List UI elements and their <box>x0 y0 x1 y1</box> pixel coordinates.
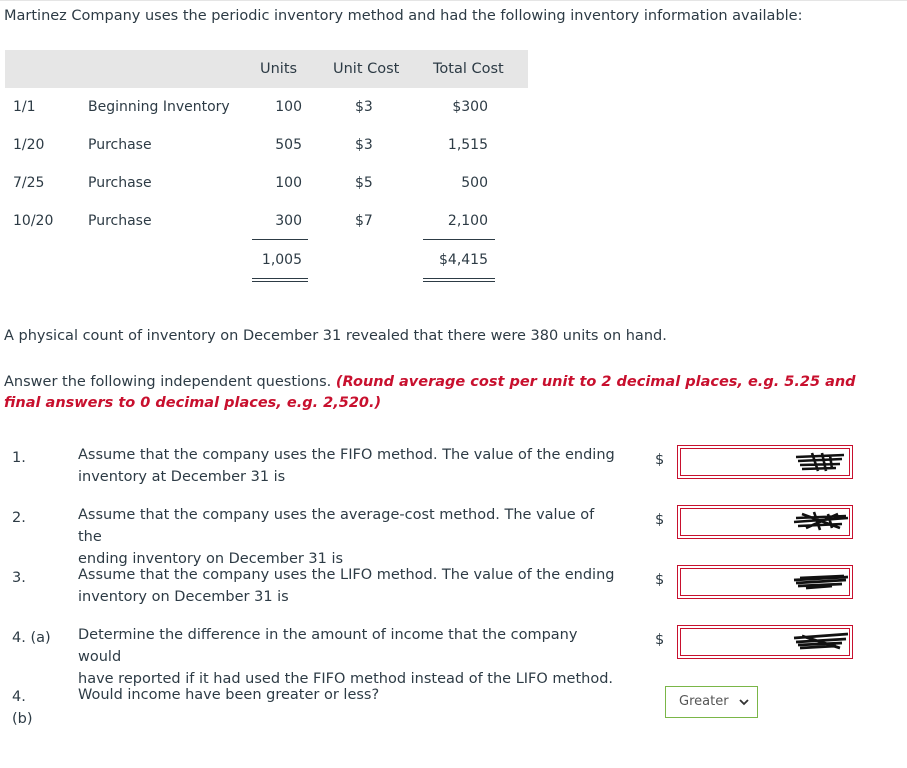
total-cost: $4,415 <box>439 252 488 268</box>
scribble-mark-icon <box>792 449 850 475</box>
question-text-line2: inventory on December 31 is <box>78 589 289 605</box>
header-unit-cost: Unit Cost <box>333 61 400 77</box>
question-number: 1. <box>12 450 26 466</box>
dollar-sign: $ <box>655 632 665 648</box>
question-text <box>78 624 618 690</box>
instructions <box>4 372 864 414</box>
question-number-line1: 4. <box>12 689 26 705</box>
question-number <box>12 686 33 730</box>
row-description: Purchase <box>88 137 152 153</box>
question-number-line2: (b) <box>12 711 33 727</box>
question-text-line2: inventory at December 31 is <box>78 469 286 485</box>
select-value: Greater <box>679 694 729 709</box>
question-number: 2. <box>12 510 26 526</box>
header-units: Units <box>260 61 298 77</box>
subtotal-rule-units <box>252 239 308 240</box>
problem-intro: Martinez Company uses the periodic inventory method and had the following inventory information available: <box>4 8 803 24</box>
row-date: 10/20 <box>13 213 54 229</box>
question-text <box>78 504 618 570</box>
question-text <box>78 444 618 488</box>
row-unit-cost: $5 <box>355 175 373 191</box>
top-divider <box>0 0 907 1</box>
row-unit-cost: $7 <box>355 213 373 229</box>
scribble-mark-icon <box>792 628 850 654</box>
question-text-line1: Determine the difference in the amount of income that the company would <box>78 627 578 665</box>
dollar-sign: $ <box>655 452 665 468</box>
question-text <box>78 564 618 608</box>
row-date: 1/1 <box>13 99 36 115</box>
row-description: Beginning Inventory <box>88 99 230 115</box>
question-text-line1: Assume that the company uses the average-cost method. The value of the <box>78 507 595 545</box>
scribble-mark-icon <box>792 568 850 594</box>
greater-or-less-select[interactable] <box>665 686 758 718</box>
row-total-cost: 1,515 <box>447 137 488 153</box>
chevron-down-icon <box>739 698 749 706</box>
dollar-sign: $ <box>655 512 665 528</box>
question-number: 4. (a) <box>12 630 51 646</box>
scribble-mark-icon <box>792 508 850 534</box>
row-unit-cost: $3 <box>355 137 373 153</box>
row-units: 300 <box>275 213 302 229</box>
row-units: 100 <box>275 99 302 115</box>
physical-count-text: A physical count of inventory on December 31 revealed that there were 380 units on hand. <box>4 328 667 344</box>
double-rule-units <box>252 278 308 282</box>
question-number: 3. <box>12 570 26 586</box>
row-total-cost: 500 <box>461 175 488 191</box>
row-total-cost: $300 <box>452 99 488 115</box>
dollar-sign: $ <box>655 572 665 588</box>
question-text-line2: ending inventory on December 31 is <box>78 551 344 567</box>
row-description: Purchase <box>88 213 152 229</box>
row-description: Purchase <box>88 175 152 191</box>
header-total-cost: Total Cost <box>433 61 504 77</box>
question-text: Would income have been greater or less? <box>78 687 380 703</box>
total-units: 1,005 <box>261 252 302 268</box>
rounding-note: (Round average cost per unit to 2 decimal places, e.g. 5.25 and final answers to 0 decimal places, e.g. 2,520.) <box>4 374 856 411</box>
row-date: 1/20 <box>13 137 45 153</box>
row-total-cost: 2,100 <box>447 213 488 229</box>
row-units: 100 <box>275 175 302 191</box>
subtotal-rule-cost <box>423 239 495 240</box>
double-rule-cost <box>423 278 495 282</box>
question-text-line1: Assume that the company uses the FIFO method. The value of the ending <box>78 447 615 463</box>
row-units: 505 <box>275 137 302 153</box>
row-date: 7/25 <box>13 175 45 191</box>
question-text-line1: Assume that the company uses the LIFO method. The value of the ending <box>78 567 615 583</box>
question-text-line2: have reported if it had used the FIFO method instead of the LIFO method. <box>78 671 614 687</box>
instructions-text: Answer the following independent questions. <box>4 374 332 390</box>
row-unit-cost: $3 <box>355 99 373 115</box>
